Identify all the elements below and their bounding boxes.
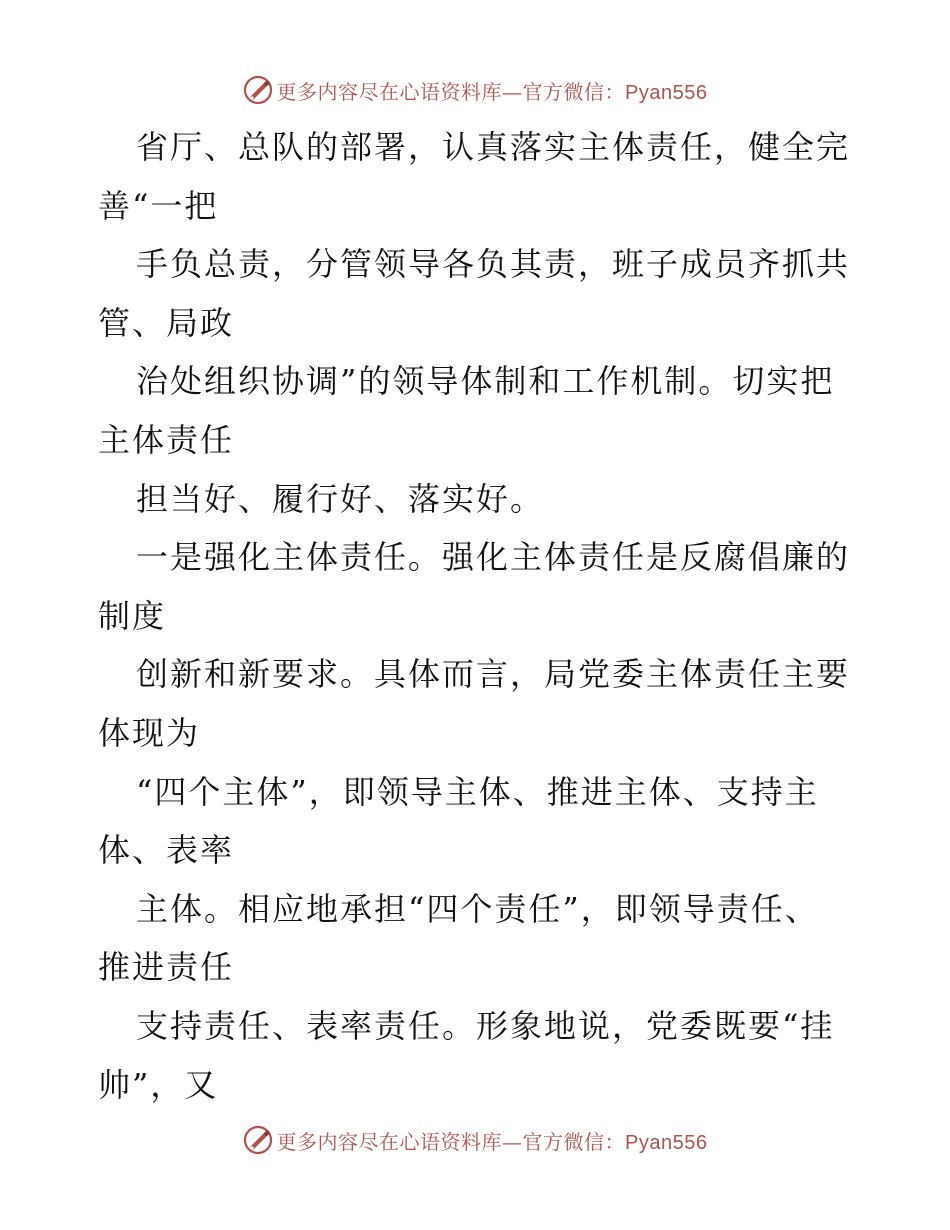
pen-in-circle-logo-icon [243, 1125, 273, 1155]
text-line: 体、表率 [98, 831, 235, 870]
text-line: 省厅、总队的部署，认真落实主体责任，健全完 [136, 128, 851, 166]
text-line: 体现为 [98, 713, 201, 752]
footer-watermark [0, 1120, 950, 1160]
text-line: 帅”，又 [98, 1065, 219, 1104]
header-watermark [0, 70, 950, 110]
watermark-text [277, 76, 708, 105]
watermark-text-cn: 更多内容尽在心语资料库—官方微信： [276, 79, 626, 104]
text-line: 治处组织协调”的领导体制和工作机制。切实把 [136, 362, 835, 401]
text-line: 善“一把 [98, 186, 219, 225]
pen-in-circle-logo-icon [243, 75, 273, 105]
text-line: 推进责任 [98, 948, 235, 987]
text-line: 支持责任、表率责任。形象地说，党委既要“挂 [136, 1006, 835, 1045]
text-line: 创新和新要求。具体而言，局党委主体责任主要 [136, 655, 851, 694]
watermark-text-cn: 更多内容尽在心语资料库—官方微信： [276, 1129, 626, 1154]
text-line: 手负总责，分管领导各负其责，班子成员齐抓共 [136, 245, 851, 284]
text-line: 担当好、履行好、落实好。 [136, 479, 545, 518]
watermark-text-latin: Pyan556 [625, 1131, 708, 1154]
text-line: 管、局政 [98, 303, 235, 342]
text-line: “四个主体”，即领导主体、推进主体、支持主 [136, 772, 819, 811]
body-text [98, 118, 858, 1114]
watermark-text-latin: Pyan556 [625, 81, 708, 104]
text-line: 主体责任 [98, 420, 235, 459]
watermark-text [277, 1126, 708, 1155]
text-line: 一是强化主体责任。强化主体责任是反腐倡廉的 [136, 538, 851, 577]
text-line: 主体。相应地承担“四个责任”，即领导责任、 [136, 889, 819, 928]
text-line: 制度 [98, 596, 167, 635]
